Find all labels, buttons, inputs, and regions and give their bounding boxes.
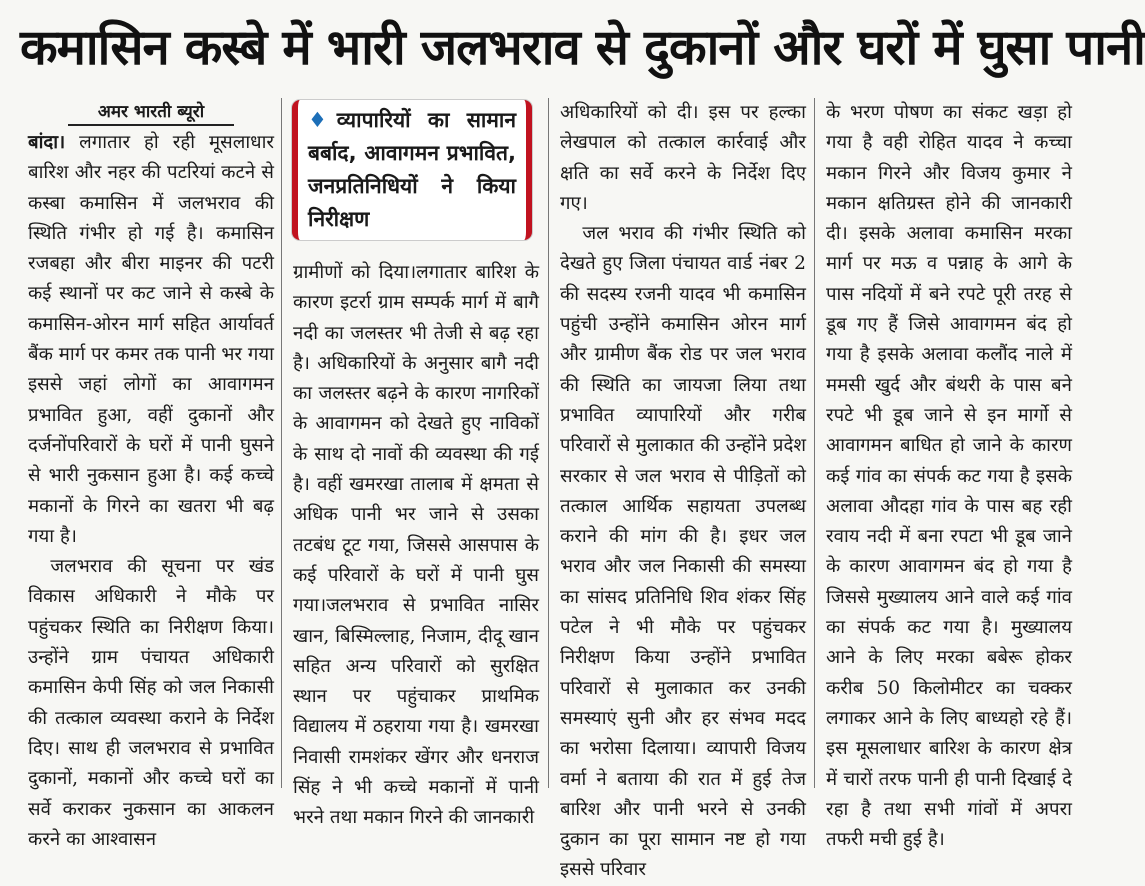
diamond-bullet-icon: ♦ [308,108,337,132]
article-paragraph [28,128,274,552]
article-paragraph: के भरण पोषण का संकट खड़ा हो गया है वही रोहित यादव ने कच्चा मकान गिरने और विजय कुमार ने मकान क्षतिग्रस्त होने की जानकारी दी। इसके अलावा कमासिन मरका मार्ग पर मऊ व पन्नाह के आगे के पास नदियों में बने रपटे पूरी तरह से डूब गए हैं जिसे आवागमन बंद हो गया है इसके अलावा कलौंद नाले में ममसी खुर्द और बंथरी के पास बने रपटे भी डूब जाने से इन मार्गो से आवागमन बाधित हो जाने के कारण कई गांव का संपर्क कट गया है इसके अलावा औदहा गांव के पास बह रही रवाय नदी में बना रपटा भी डूब जाने के कारण आवागमन बंद हो गया है जिससे मुख्यालय आने वाले कई गांव का संपर्क कट गया है। मुख्यालय आने के लिए मरका बबेरू होकर करीब 50 किलोमीटर का चक्कर लगाकर आने के लिए बाध्यहो रहे हैं। इस मूसलाधार बारिश के कारण क्षेत्र में चारों तरफ पानी ही पानी दिखाई दे रहा है तथा सभी गांवों में अपरा तफरी मची हुई है। [826,102,1072,851]
byline: अमर भारती ब्यूरो [68,100,234,126]
article-paragraph: जल भराव की गंभीर स्थिति को देखते हुए जिला पंचायत वार्ड नंबर 2 की सदस्य रजनी यादव भी कमासिन पहुंची उन्होंने कमासिन ओरन मार्ग और ग्रामीण बैंक रोड पर जल भराव की स्थिति का जायजा लिया तथा प्रभावित व्यापारियों और गरीब परिवारों से मुलाकात की उन्होंने प्रदेश सरकार से जल भराव से पीड़ितों को तत्काल आर्थिक सहायता उपलब्ध कराने की मांग की है। इधर जल भराव और जल निकासी की समस्या का सांसद प्रतिनिधि शिव शंकर सिंह पटेल ने भी मौके पर पहुंचकर निरीक्षण किया उन्होंने प्रभावित परिवारों से मुलाकात कर उनकी समस्याएं सुनी और हर संभव मदद का भरोसा दिलाया। व्यापारी विजय वर्मा ने बताया की रात में हुई तेज बारिश और पानी भरने से उनकी दुकान का पूरा सामान नष्ट हो गया इससे परिवार [560,223,806,881]
article-column-2 [293,258,539,829]
article-column-4 [826,98,1072,851]
column-divider [548,98,549,788]
dateline: बांदा। [28,132,66,153]
article-paragraph: जलभराव की सूचना पर खंड विकास अधिकारी ने मौके पर पहुंचकर स्थिति का निरीक्षण किया। उन्होंने ग्राम पंचायत अधिकारी कमासिन केपी सिंह को जल निकासी की तत्काल व्यवस्था कराने के निर्देश दिए। साथ ही जलभराव से प्रभावित दुकानों, मकानों और कच्चे घरों का सर्वे कराकर नुकसान का आकलन करने का आश्वासन [28,556,274,850]
headline: कमासिन कस्बे में भारी जलभराव से दुकानों और घरों में घुसा पानी [20,19,1145,76]
article-column-1 [28,98,274,850]
article-paragraph: अधिकारियों को दी। इस पर हल्का लेखपाल को तत्काल कार्रवाई और क्षति का सर्वे करने के निर्देश दिए गए। [560,102,806,214]
column-divider [281,98,282,788]
highlight-box [292,100,532,240]
article-paragraph: ग्रामीणों को दिया।लगातार बारिश के कारण इटर्रा ग्राम सम्पर्क मार्ग में बागै नदी का जलस्तर भी तेजी से बढ़ रहा है। अधिकारियों के अनुसार बागै नदी का जलस्तर बढ़ने के कारण नागरिकों के आवागमन को देखते हुए नाविकों के साथ दो नावों की व्यवस्था की गई है। वहीं खमरखा तालाब में क्षमता से अधिक पानी भर जाने से उसका तटबंध टूट गया, जिससे आसपास के कई परिवारों के घरों में पानी घुस गया।जलभराव से प्रभावित नासिर खान, बिस्मिल्लाह, निजाम, दीदू खान सहित अन्य परिवारों को सुरक्षित स्थान पर पहुंचाकर प्राथमिक विद्यालय में ठहराया गया है। खमरखा निवासी रामशंकर खेंगर और धनराज सिंह ने भी कच्चे मकानों में पानी भरने तथा मकान गिरने की जानकारी [293,262,539,829]
paragraph-text: लगातार हो रही मूसलाधार बारिश और नहर की पटरियां कटने से कस्बा कमासिन में जलभराव की स्थिति गंभीर हो गई है। कमासिन रजबहा और बीरा माइनर की पटरी कई स्थानों पर कट जाने से कस्बे के कमासिन-ओरन मार्ग सहित आर्यावर्त बैंक मार्ग पर कमर तक पानी भर गया इससे जहां लोगों का आवागमन प्रभावित हुआ, वहीं दुकानों और दर्जनोंपरिवारों के घरों में पानी घुसने से भारी नुकसान हुआ है। कई कच्चे मकानों के गिरने का खतरा भी बढ़ गया है। [28,132,274,547]
article-column-3 [560,98,806,881]
column-divider [814,98,815,788]
highlight-text: व्यापारियों का सामान बर्बाद, आवागमन प्रभावित, जनप्रतिनिधियों ने किया निरीक्षण [308,108,517,231]
